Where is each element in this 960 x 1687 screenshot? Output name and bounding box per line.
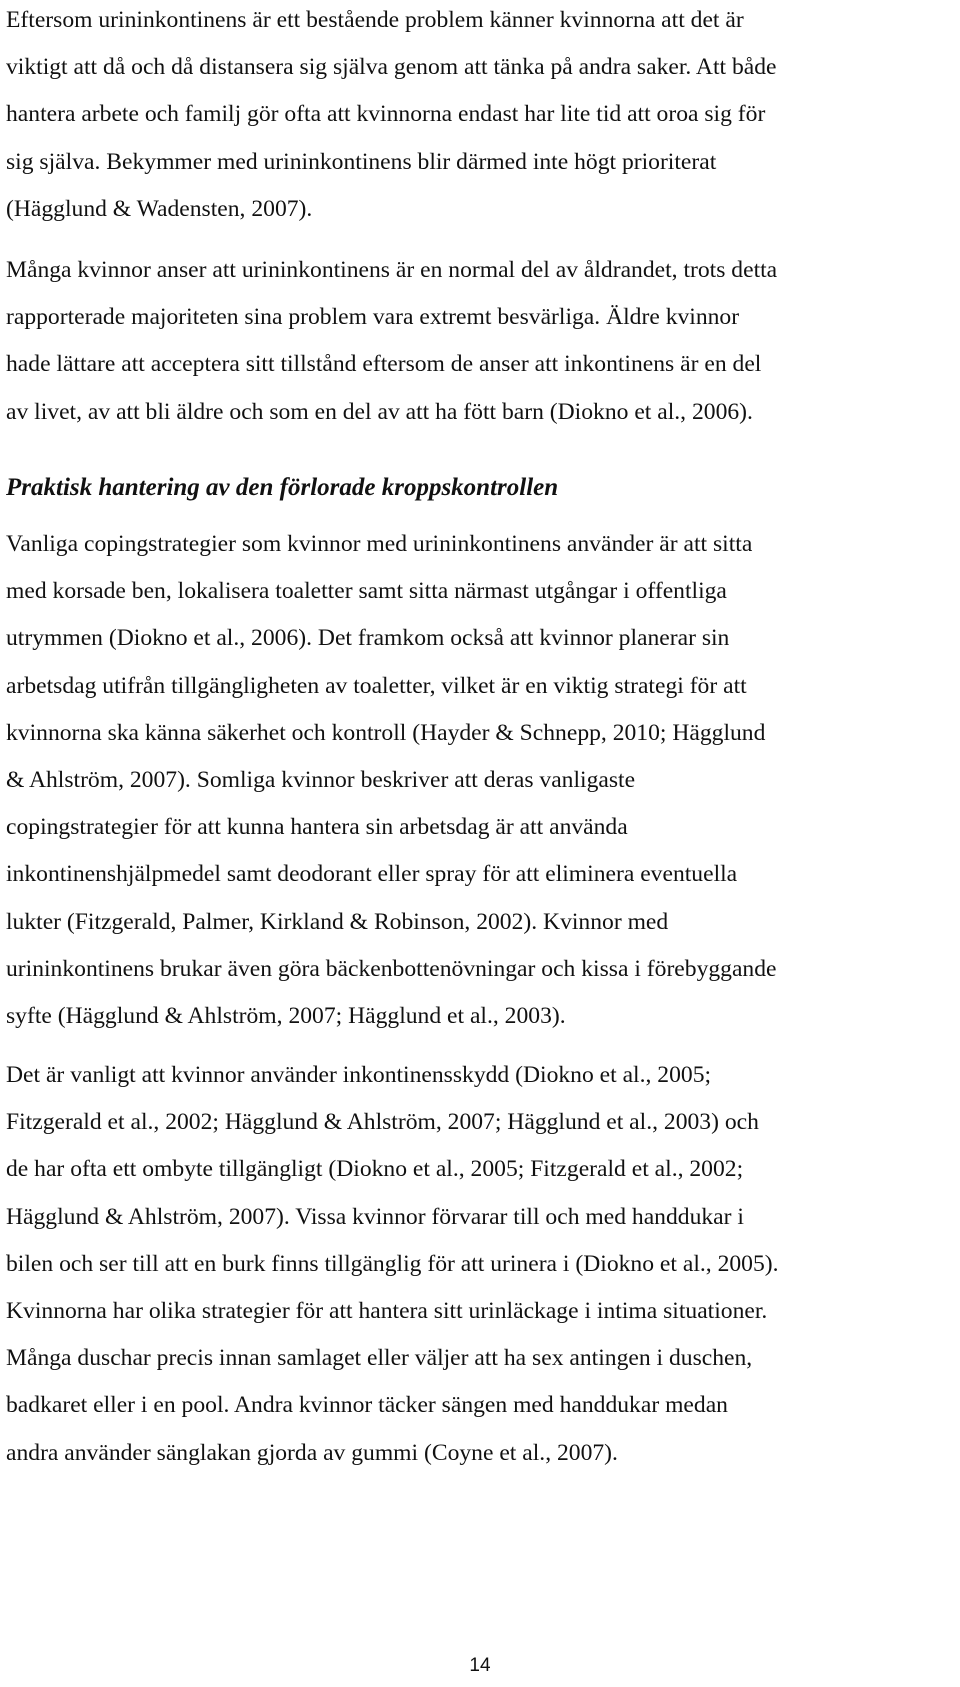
text-line: hantera arbete och familj gör ofta att kvinnorna endast har lite tid att oroa sig för — [6, 101, 766, 128]
text-line: syfte (Hägglund & Ahlström, 2007; Hägglund et al., 2003). — [6, 1003, 566, 1030]
paragraph-coping-distancing — [6, 0, 777, 233]
text-line: bilen och ser till att en burk finns tillgänglig för att urinera i (Diokno et al., 2005). — [6, 1250, 779, 1277]
text-line: Kvinnorna har olika strategier för att hantera sitt urinläckage i intima situationer. — [6, 1298, 768, 1325]
text-line: & Ahlström, 2007). Somliga kvinnor beskriver att deras vanligaste — [6, 767, 636, 794]
text-line: urininkontinens brukar även göra bäckenbottenövningar och kissa i förebyggande — [6, 955, 777, 982]
text-line: kvinnorna ska känna säkerhet och kontroll (Hayder & Schnepp, 2010; Hägglund — [6, 719, 766, 746]
text-line: utrymmen (Diokno et al., 2006). Det framkom också att kvinnor planerar sin — [6, 625, 730, 652]
text-line: sig själva. Bekymmer med urininkontinens blir därmed inte högt prioriterat — [6, 148, 717, 175]
text-line: Eftersom urininkontinens är ett bestående problem känner kvinnorna att det är — [6, 7, 744, 33]
paragraph-normal-aging — [6, 247, 777, 436]
text-line: copingstrategier för att kunna hantera sin arbetsdag är att använda — [6, 814, 628, 841]
text-line: de har ofta ett ombyte tillgängligt (Diokno et al., 2005; Fitzgerald et al., 2002; — [6, 1156, 744, 1183]
paragraph-coping-strategies — [6, 521, 777, 1040]
text-line: andra använder sänglakan gjorda av gummi (Coyne et al., 2007). — [6, 1439, 618, 1466]
text-line: Många duschar precis innan samlaget eller väljer att ha sex antingen i duschen, — [6, 1345, 753, 1372]
page-number: 14 — [469, 1655, 491, 1676]
text-line: rapporterade majoriteten sina problem vara extremt besvärliga. Äldre kvinnor — [6, 304, 740, 331]
text-line: hade lättare att acceptera sitt tillstånd eftersom de anser att inkontinens är en del — [6, 351, 762, 378]
text-line: Fitzgerald et al., 2002; Hägglund & Ahlström, 2007; Hägglund et al., 2003) och — [6, 1109, 759, 1136]
text-line: av livet, av att bli äldre och som en del av att ha fött barn (Diokno et al., 2006). — [6, 398, 753, 425]
text-line: med korsade ben, lokalisera toaletter samt sitta närmast utgångar i offentliga — [6, 578, 727, 605]
text-line: Det är vanligt att kvinnor använder inkontinensskydd (Diokno et al., 2005; — [6, 1062, 712, 1088]
text-line: lukter (Fitzgerald, Palmer, Kirkland & Robinson, 2002). Kvinnor med — [6, 908, 669, 935]
text-line: (Hägglund & Wadensten, 2007). — [6, 195, 313, 222]
text-line: viktigt att då och då distansera sig själva genom att tänka på andra saker. Att både — [6, 54, 777, 81]
text-line: badkaret eller i en pool. Andra kvinnor täcker sängen med handdukar medan — [6, 1392, 728, 1419]
text-line: inkontinenshjälpmedel samt deodorant eller spray för att eliminera eventuella — [6, 861, 738, 888]
text-line: Många kvinnor anser att urininkontinens är en normal del av åldrandet, trots detta — [6, 257, 778, 283]
text-line: arbetsdag utifrån tillgängligheten av toaletter, vilket är en viktig strategi för att — [6, 672, 747, 699]
text-line: Vanliga copingstrategier som kvinnor med urininkontinens använder är att sitta — [6, 531, 753, 557]
section-heading: Praktisk hantering av den förlorade kroppskontrollen — [6, 474, 559, 501]
paragraph-protection-strategies — [6, 1052, 779, 1477]
text-line: Hägglund & Ahlström, 2007). Vissa kvinnor förvarar till och med handdukar i — [6, 1203, 744, 1230]
